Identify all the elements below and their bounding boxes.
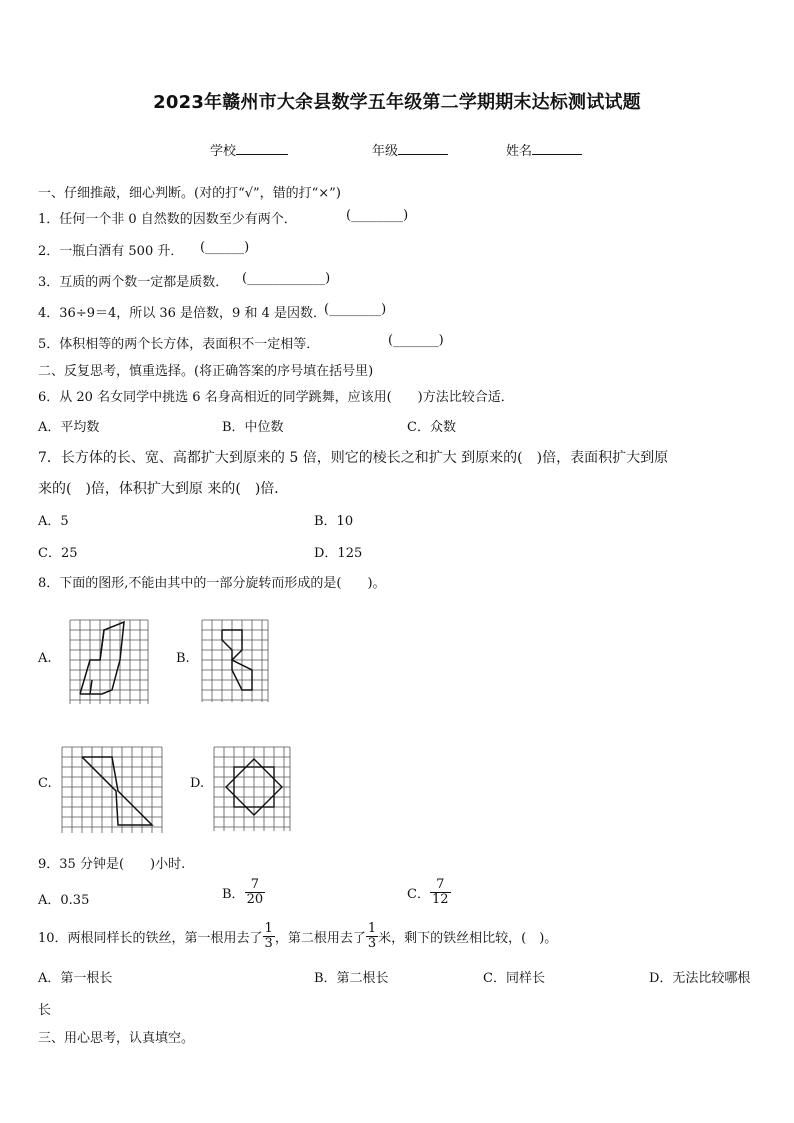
- q9-b-numerator: 7: [250, 877, 259, 892]
- q2-text: 2．一瓶白酒有 500 升．: [38, 244, 184, 259]
- q2-answer[interactable]: (______): [200, 240, 250, 255]
- figure-a-grid: [68, 618, 150, 706]
- grade-label: 年级: [372, 144, 399, 159]
- name-label: 姓名: [506, 144, 533, 159]
- q10-part1: 10．两根同样长的铁丝，第一根用去了: [38, 931, 263, 946]
- q10-part3: 米，剩下的铁丝相比较，( )。: [378, 931, 558, 946]
- q9-b-denominator: 20: [246, 892, 264, 907]
- q5-text: 5．体积相等的两个长方体，表面积不一定相等．: [38, 337, 320, 352]
- section3-heading: 三、用心思考，认真填空。: [38, 1031, 195, 1046]
- q10-option-d[interactable]: D．无法比较哪根: [649, 971, 751, 986]
- q9-option-c-fraction: [430, 878, 451, 907]
- q10-text: [38, 922, 557, 951]
- q10-part2: ，第二根用去了: [274, 931, 366, 946]
- name-field[interactable]: [506, 140, 582, 159]
- q10-option-a[interactable]: A．第一根长: [38, 971, 113, 986]
- q3-answer[interactable]: (____________): [242, 271, 331, 286]
- q7-option-a[interactable]: A．5: [38, 514, 69, 529]
- q9-option-b[interactable]: [222, 878, 265, 907]
- q7-line1: 7．长方体的长、宽、高都扩大到原来的 5 倍，则它的棱长之和扩大 到原来的( )倍，表面积扩大到原: [38, 450, 669, 466]
- q3-text: 3．互质的两个数一定都是质数．: [38, 275, 229, 290]
- q8-option-c[interactable]: C.: [38, 776, 52, 791]
- q8-text: 8．下面的图形,不能由其中的一部分旋转而形成的是( )。: [38, 576, 386, 591]
- q7-option-c[interactable]: C．25: [38, 546, 78, 561]
- section2-heading: 二、反复思考，慎重选择。(将正确答案的序号填在括号里): [38, 364, 374, 379]
- q6-text: 6．从 20 名女同学中挑选 6 名身高相近的同学跳舞，应该用( )方法比较合适．: [38, 390, 514, 405]
- q10-frac2-numerator: 1: [367, 921, 377, 936]
- q9-c-denominator: 12: [431, 892, 449, 907]
- q9-option-b-prefix: B．: [222, 887, 245, 902]
- page-title: 2023年赣州市大余县数学五年级第二学期期末达标测试试题: [153, 92, 641, 113]
- figure-d-grid: [212, 745, 292, 833]
- q9-option-c-prefix: C．: [407, 887, 430, 902]
- q10-option-c[interactable]: C．同样长: [483, 971, 545, 986]
- q8-option-b[interactable]: B.: [176, 651, 190, 666]
- q7-option-b[interactable]: B．10: [314, 514, 354, 529]
- q10-fraction-2: [366, 922, 378, 951]
- q5-answer[interactable]: (_______): [388, 333, 444, 348]
- q10-fraction-1: [263, 922, 275, 951]
- q6-option-c[interactable]: C．众数: [407, 420, 456, 435]
- q8-option-d[interactable]: D.: [190, 776, 205, 791]
- figure-b-grid: [200, 618, 270, 704]
- q10-option-b[interactable]: B．第二根长: [314, 971, 389, 986]
- q8-option-a[interactable]: A.: [38, 651, 52, 666]
- q9-text: 9．35 分钟是( )小时.: [38, 857, 186, 872]
- q9-c-numerator: 7: [436, 877, 445, 892]
- q10-frac1-numerator: 1: [264, 921, 273, 936]
- q4-text: 4．36÷9＝4，所以 36 是倍数，9 和 4 是因数．: [38, 306, 326, 321]
- q6-option-a[interactable]: A．平均数: [38, 420, 100, 435]
- grade-field[interactable]: [372, 140, 448, 159]
- q7-option-d[interactable]: D．125: [314, 546, 363, 561]
- q1-text: 1．任何一个非 0 自然数的因数至少有两个．: [38, 212, 297, 227]
- q10-frac1-denominator: 3: [264, 936, 273, 951]
- q10-frac2-denominator: 3: [367, 936, 377, 951]
- section1-heading: 一、仔细推敲，细心判断。(对的打“√”，错的打“×”): [38, 186, 341, 201]
- q9-option-a[interactable]: A．0.35: [38, 893, 90, 908]
- q6-option-b[interactable]: B．中位数: [222, 420, 284, 435]
- q7-line2: 来的( )倍，体积扩大到原 来的( )倍．: [38, 481, 289, 497]
- figure-c-grid: [60, 745, 164, 835]
- q1-answer[interactable]: (________): [346, 208, 409, 223]
- school-field[interactable]: [210, 140, 288, 159]
- q10-option-d-wrap: 长: [38, 1003, 52, 1018]
- q9-option-c[interactable]: [407, 878, 451, 907]
- q4-answer[interactable]: (________): [324, 302, 387, 317]
- q9-option-b-fraction: [245, 878, 266, 907]
- school-label: 学校: [210, 144, 237, 159]
